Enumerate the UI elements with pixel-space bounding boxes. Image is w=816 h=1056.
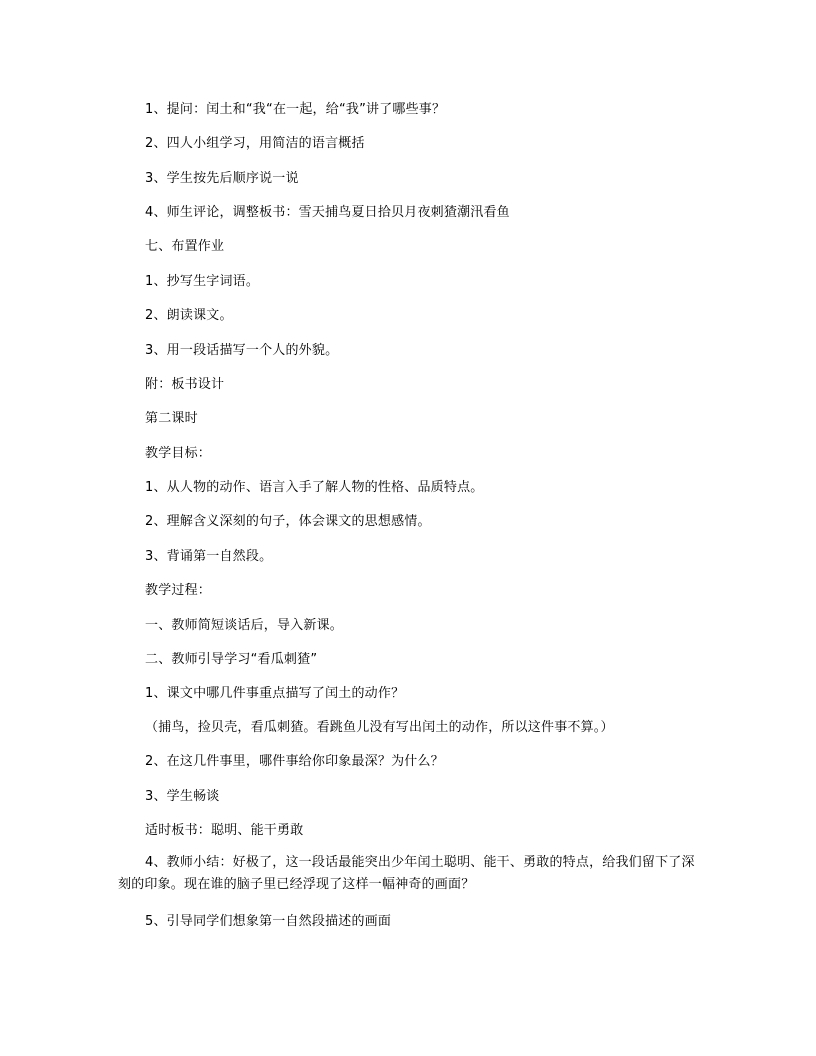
- text-line: 1、从人物的动作、语言入手了解人物的性格、品质特点。: [145, 480, 484, 495]
- text-line: 3、学生按先后顺序说一说: [145, 171, 299, 186]
- section-heading: 七、布置作业: [145, 239, 225, 254]
- text-line: 2、四人小组学习，用简洁的语言概括: [145, 136, 365, 151]
- text-line: 1、提问：闰土和“我“在一起，给“我”讲了哪些事？: [145, 102, 446, 117]
- text-line: 1、课文中哪几件事重点描写了闰土的动作？: [145, 686, 405, 701]
- section-heading: 教学过程：: [145, 583, 212, 598]
- text-line: 3、用一段话描写一个人的外貌。: [145, 343, 339, 358]
- text-line: 2、在这几件事里，哪件事给你印象最深？为什么？: [145, 754, 444, 769]
- text-line: 3、学生畅谈: [145, 789, 220, 804]
- text-line: 5、引导同学们想象第一自然段描述的画面: [145, 914, 392, 929]
- section-heading: 第二课时: [145, 411, 198, 426]
- text-line: 3、背诵第一自然段。: [145, 549, 273, 564]
- text-line: 附：板书设计: [145, 377, 225, 392]
- text-line: （捕鸟，捡贝壳，看瓜刺猹。看跳鱼儿没有写出闰土的动作，所以这件事不算。）: [145, 720, 614, 735]
- text-paragraph: 4、教师小结：好极了，这一段话最能突出少年闰土聪明、能干、勇敢的特点，给我们留下了深刻的印象。现在谁的脑子里已经浮现了这样一幅神奇的画面？: [118, 855, 695, 892]
- text-line: 一、教师简短谈话后，导入新课。: [145, 618, 344, 633]
- text-line: 适时板书：聪明、能干勇敢: [145, 823, 304, 838]
- text-line: 二、教师引导学习“看瓜刺猹”: [145, 652, 318, 667]
- text-line: 1、抄写生字词语。: [145, 274, 260, 289]
- text-line: 2、理解含义深刻的句子，体会课文的思想感情。: [145, 514, 431, 529]
- section-heading: 教学目标：: [145, 446, 212, 461]
- text-line: 4、师生评论，调整板书：雪天捕鸟夏日拾贝月夜刺猹潮汛看鱼: [145, 205, 510, 220]
- text-line: 2、朗读课文。: [145, 308, 233, 323]
